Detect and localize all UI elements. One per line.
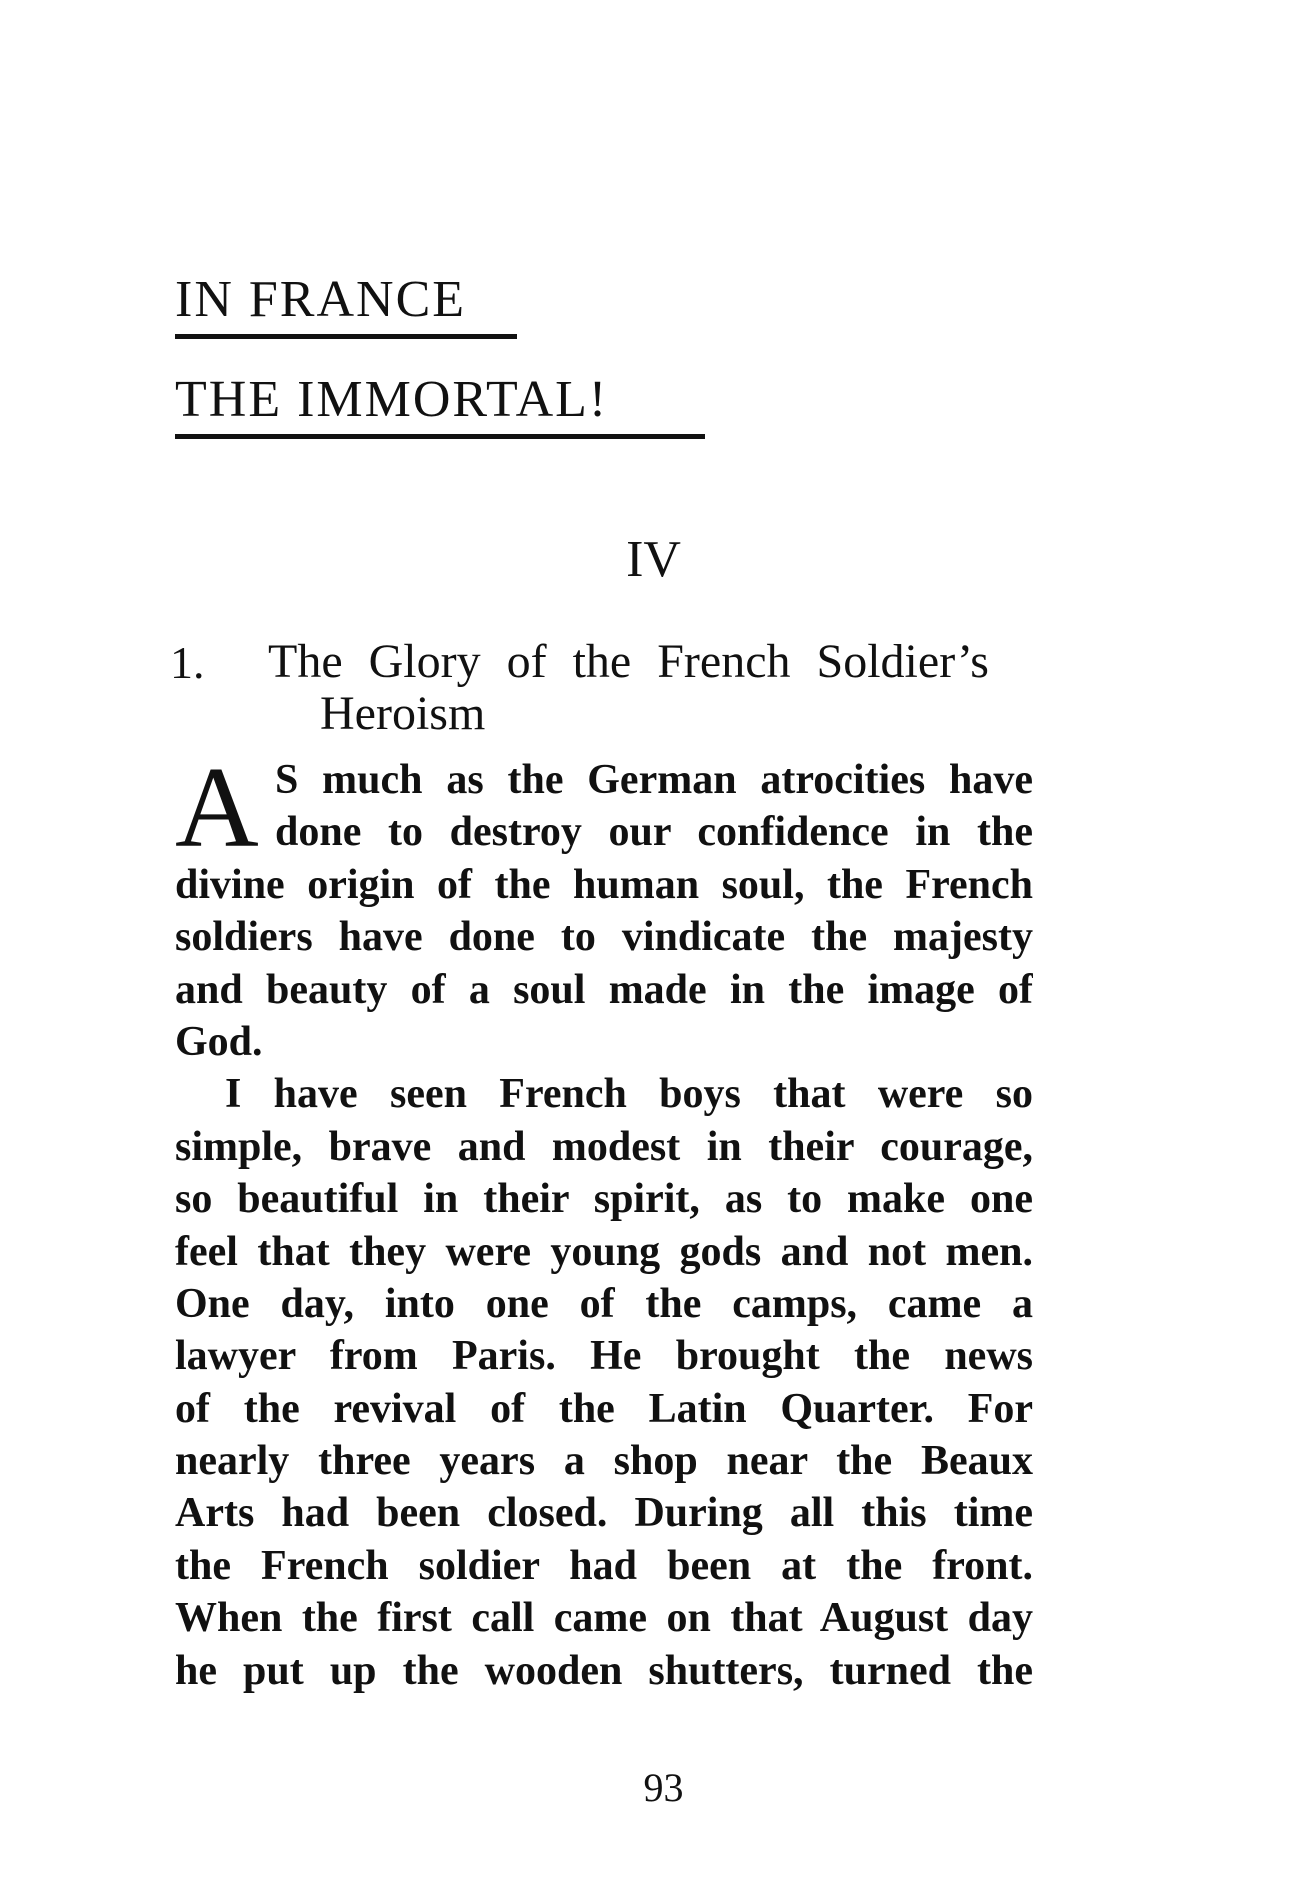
text-line: and beauty of a soul made in the image of [175,966,1033,1013]
text-line: God. [175,1018,263,1065]
text-line: divine origin of the human soul, the French [175,861,1033,908]
text-line: S much as the German atrocities have [275,757,1033,803]
text-line: When the first call came on that August day [175,1595,1033,1642]
page-number: 93 [643,1765,684,1810]
section-number: 1. [170,637,205,688]
text-line: I have seen French boys that were so [225,1071,1033,1118]
text-line: so beautiful in their spirit, as to make one [175,1176,1033,1223]
text-line: lawyer from Paris. He brought the news [175,1333,1033,1380]
running-head-line-1: IN FRANCE [175,271,467,328]
text-line: of the revival of the Latin Quarter. For [175,1385,1033,1432]
running-head-line-2: THE IMMORTAL! [175,371,609,428]
text-line: the French soldier had been at the front. [175,1542,1033,1589]
text-line: simple, brave and modest in their courage, [175,1123,1033,1170]
text-line: nearly three years a shop near the Beaux [175,1438,1033,1485]
section-title-line-1: The Glory of the French Soldier’s [268,635,989,688]
running-head-rule-2 [175,434,705,439]
body-text [175,744,1033,1697]
opening-paragraph [175,744,1033,1068]
chapter-number: IV [626,531,681,588]
section-title [268,636,1048,740]
running-head-rule-1 [175,334,517,339]
text-line: feel that they were young gods and not men. [175,1228,1033,1275]
text-line: One day, into one of the camps, came a [175,1280,1033,1327]
second-paragraph [175,1068,1033,1697]
section-title-line-2: Heroism [320,687,486,740]
text-line: he put up the wooden shutters, turned the [175,1647,1033,1694]
text-line: done to destroy our confidence in the [275,809,1033,856]
drop-cap: A [175,744,259,872]
text-line: Arts had been closed. During all this time [175,1490,1033,1537]
text-line: soldiers have done to vindicate the majesty [175,914,1033,961]
